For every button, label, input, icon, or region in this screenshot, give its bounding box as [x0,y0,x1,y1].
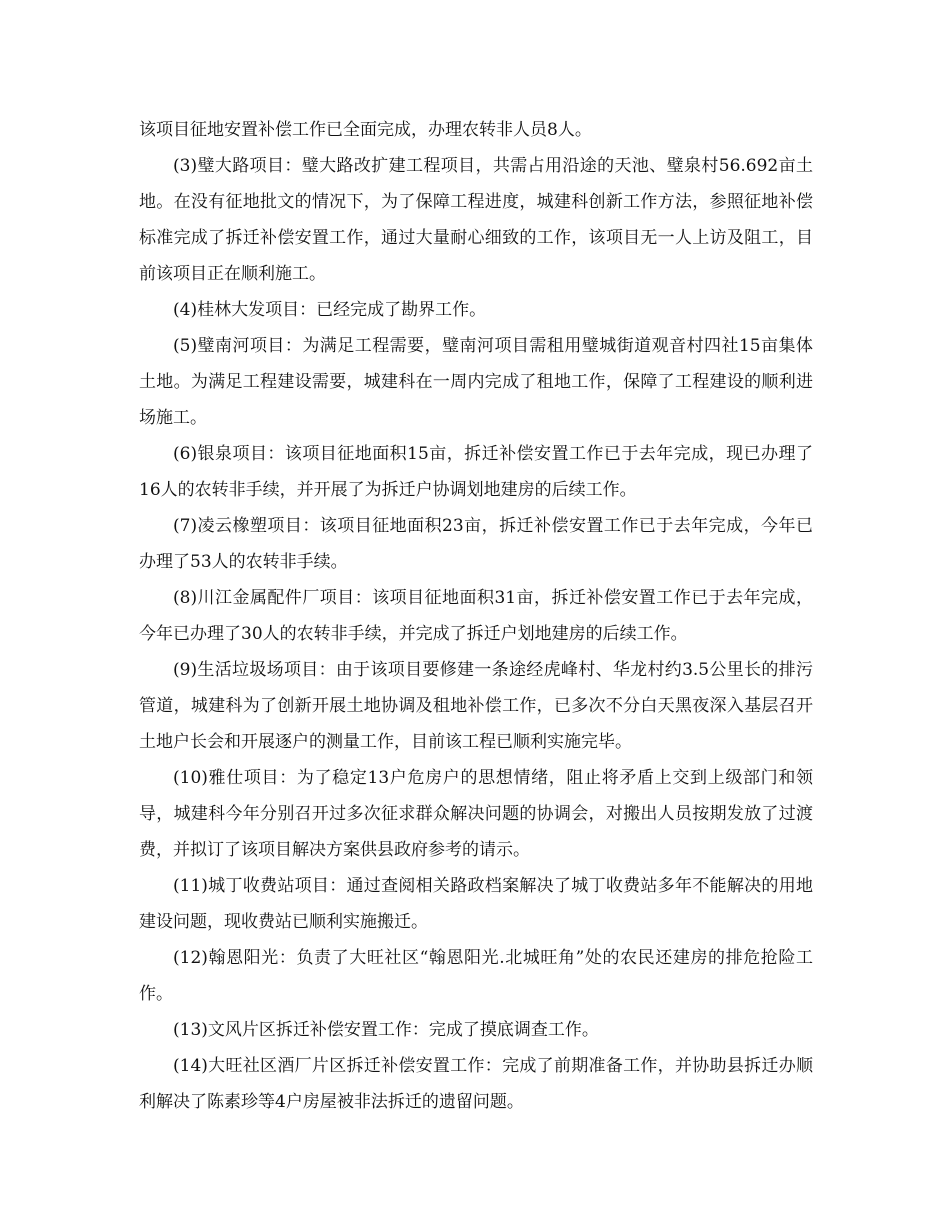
paragraph-item-7: (7)凌云橡塑项目：该项目征地面积23亩，拆迁补偿安置工作已于去年完成，今年已办理了53人的农转非手续。 [139,516,813,572]
paragraph-item-10: (10)雅仕项目：为了稳定13户危房户的思想情绪，阻止将矛盾上交到上级部门和领导，城建科今年分别召开过多次征求群众解决问题的协调会，对搬出人员按期发放了过渡费，并拟订了该项目解决方案供县政府参考的请示。 [139,768,813,860]
paragraph-item-11: (11)城丁收费站项目：通过查阅相关路政档案解决了城丁收费站多年不能解决的用地建设问题，现收费站已顺利实施搬迁。 [139,876,813,932]
paragraph-item-13: (13)文风片区拆迁补偿安置工作：完成了摸底调查工作。 [173,1020,599,1040]
paragraph-continuation: 该项目征地安置补偿工作已全面完成，办理农转非人员8人。 [139,120,592,140]
paragraph-item-6: (6)银泉项目：该项目征地面积15亩，拆迁补偿安置工作已于去年完成，现已办理了16人的农转非手续，并开展了为拆迁户协调划地建房的后续工作。 [139,444,813,500]
paragraph-item-4: (4)桂林大发项目：已经完成了勘界工作。 [173,300,487,320]
document-body [139,112,813,1120]
paragraph-item-8: (8)川江金属配件厂项目：该项目征地面积31亩，拆迁补偿安置工作已于去年完成，今年已办理了30人的农转非手续，并完成了拆迁户划地建房的后续工作。 [139,588,813,644]
paragraph-item-3: (3)璧大路项目：璧大路改扩建工程项目，共需占用沿途的天池、璧泉村56.692亩土地。在没有征地批文的情况下，为了保障工程进度，城建科创新工作方法，参照征地补偿标准完成了拆迁补偿安置工作，通过大量耐心细致的工作，该项目无一人上访及阻工，目前该项目正在顺利施工。 [139,156,813,284]
paragraph-item-14: (14)大旺社区酒厂片区拆迁补偿安置工作：完成了前期准备工作，并协助县拆迁办顺利解决了陈素珍等4户房屋被非法拆迁的遗留问题。 [139,1056,813,1112]
paragraph-item-9: (9)生活垃圾场项目：由于该项目要修建一条途经虎峰村、华龙村约3.5公里长的排污管道，城建科为了创新开展土地协调及租地补偿工作，已多次不分白天黑夜深入基层召开土地户长会和开展逐户的测量工作，目前该工程已顺利实施完毕。 [139,660,813,752]
paragraph-item-12: (12)翰恩阳光：负责了大旺社区“翰恩阳光.北城旺角”处的农民还建房的排危抢险工作。 [139,948,813,1004]
paragraph-item-5: (5)璧南河项目：为满足工程需要，璧南河项目需租用璧城街道观音村四社15亩集体土地。为满足工程建设需要，城建科在一周内完成了租地工作，保障了工程建设的顺利进场施工。 [139,336,813,428]
